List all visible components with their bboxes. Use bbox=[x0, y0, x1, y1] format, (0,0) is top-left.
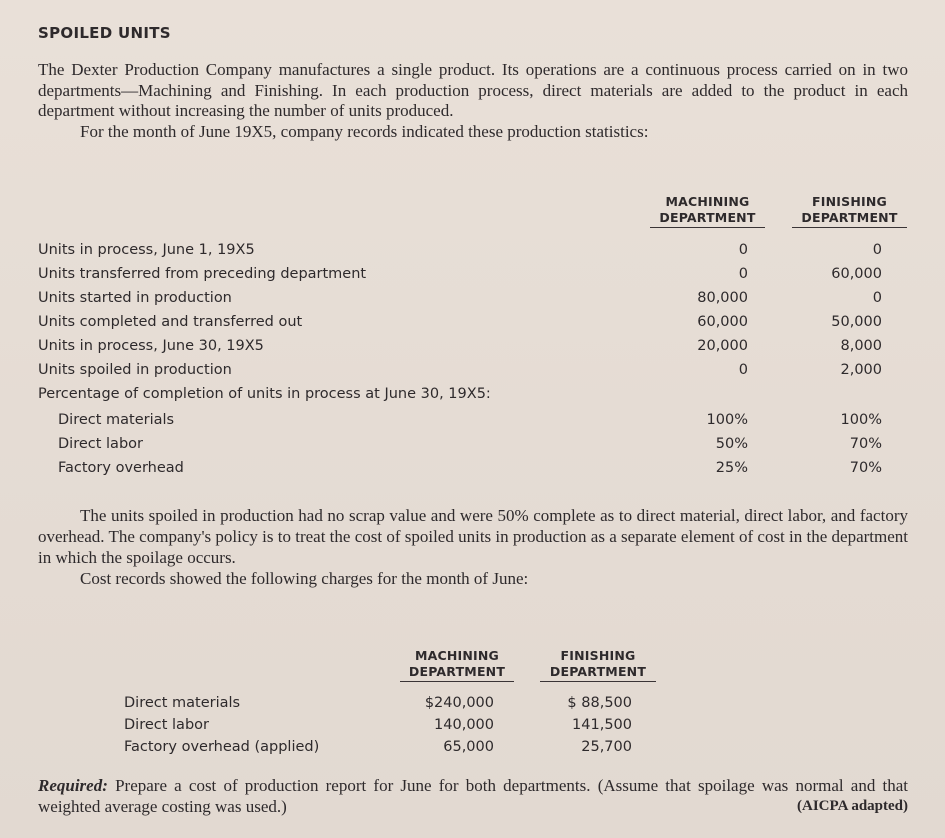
required-text: Prepare a cost of production report for June for both departments. (Assume that spoilage was normal and that weighted average costing was used.) bbox=[38, 776, 908, 816]
table-row: Factory overhead 25% 70% bbox=[58, 460, 882, 476]
table-row: Units completed and transferred out 60,000 50,000 bbox=[38, 314, 882, 330]
table-row: Units spoiled in production 0 2,000 bbox=[38, 362, 882, 378]
table-row: Units in process, June 1, 19X5 0 0 bbox=[38, 242, 882, 258]
intro-paragraph bbox=[38, 60, 908, 142]
production-finishing-header: FINISHING DEPARTMENT bbox=[792, 194, 907, 228]
table-row: Factory overhead (applied) 65,000 25,700 bbox=[124, 739, 632, 755]
required-paragraph bbox=[38, 775, 908, 817]
spoilage-paragraph bbox=[38, 505, 908, 589]
cost-finishing-header: FINISHING DEPARTMENT bbox=[540, 648, 656, 682]
table-row: Units in process, June 30, 19X5 20,000 8,000 bbox=[38, 338, 882, 354]
intro-text: The Dexter Production Company manufactures a single product. Its operations are a continuous process carried on in two departments—Machining and Finishing. In each production process, direct materials are added to the product in each department without increasing the number of units produced. bbox=[38, 60, 908, 120]
table-row: Direct labor 50% 70% bbox=[58, 436, 882, 452]
table-row: Percentage of completion of units in process at June 30, 19X5: bbox=[38, 386, 491, 402]
table-row: Units transferred from preceding department 0 60,000 bbox=[38, 266, 882, 282]
required-label: Required: bbox=[38, 776, 108, 795]
cost-intro-text: Cost records showed the following charges for the month of June: bbox=[80, 569, 529, 588]
source-note: (AICPA adapted) bbox=[797, 798, 908, 814]
production-machining-header: MACHINING DEPARTMENT bbox=[650, 194, 765, 228]
table-row: Direct materials 100% 100% bbox=[58, 412, 882, 428]
table-row: Direct materials $240,000 $ 88,500 bbox=[124, 695, 632, 711]
statistics-intro-text: For the month of June 19X5, company records indicated these production statistics: bbox=[80, 121, 649, 141]
section-heading: SPOILED UNITS bbox=[38, 24, 171, 42]
cost-machining-header: MACHINING DEPARTMENT bbox=[400, 648, 514, 682]
spoilage-text: The units spoiled in production had no scrap value and were 50% complete as to direct material, direct labor, and factory overhead. The company's policy is to treat the cost of spoiled units in production as a separate element of cost in the department in which the spoilage occurs. bbox=[38, 506, 908, 567]
table-row: Units started in production 80,000 0 bbox=[38, 290, 882, 306]
table-row: Direct labor 140,000 141,500 bbox=[124, 717, 632, 733]
